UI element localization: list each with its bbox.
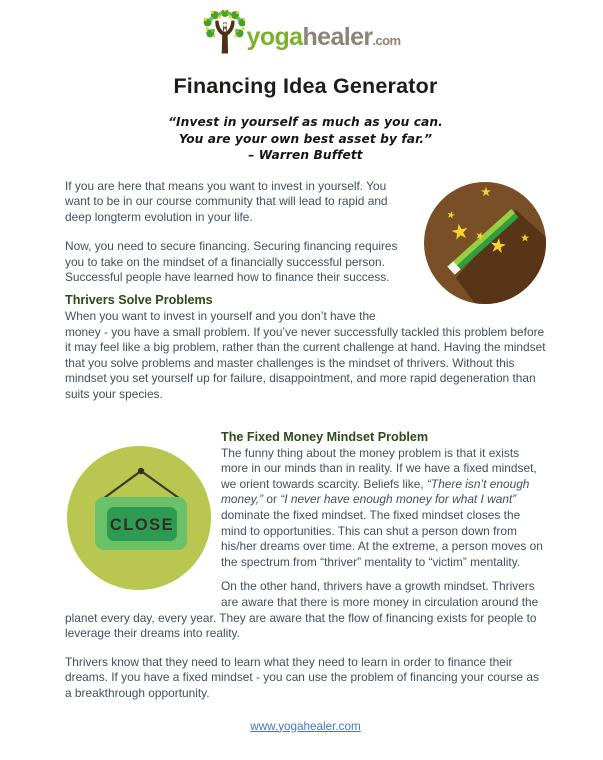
quote-line-1: “Invest in yourself as much as you can. [168, 115, 443, 129]
magic-wand-badge-icon [424, 182, 546, 304]
logo-tld: .com [372, 33, 401, 48]
close-sign-badge-icon [64, 443, 214, 593]
closing-paragraph: Thrivers know that they need to learn what they need to learn in order to finance their dreams. If you have a fixed mindset - you can use the problem of financing your course as a breakthrough opportunity. [65, 654, 539, 700]
intro-section [65, 179, 546, 403]
logo-word-yoga: yoga [246, 23, 303, 51]
fixed-mindset-heading: The Fixed Money Mindset Problem [221, 429, 429, 444]
close-sign-icon [95, 497, 187, 550]
quote-line-2: You are your own best asset by far.” [178, 131, 433, 146]
yogahealer-logo [0, 0, 603, 55]
fixed-mindset-paragraph-1: The funny thing about the money problem is that it exists more in our minds than in reality. If we have a fixed mindset, we orient towards scarcity. Beliefs like, “There isn’t enough money,” or “I never have enough money for what I want” dominate the fixed mindset. The fixed mindset closes the mind to opportunities. This can shut a person down from his/her dreams over time. At the extreme, a person moves on the spectrum from “thriver” mentality to “victim” mentality. [221, 445, 543, 569]
close-sign-label: CLOSE [109, 515, 175, 534]
quote-attribution: – Warren Buffett [248, 148, 363, 162]
yogahealer-link[interactable]: www.yogahealer.com [250, 719, 361, 733]
thrivers-heading: Thrivers Solve Problems [65, 293, 213, 308]
quote-block [65, 114, 546, 164]
intro-paragraph-1: If you are here that means you want to invest in yourself. You want to be in our course community that will lead to rapid and deep longterm evolution in your life. [65, 178, 388, 224]
footer [65, 717, 546, 735]
tree-logo-icon [203, 10, 245, 55]
logo-word-healer: healer [302, 23, 373, 51]
fixed-mindset-paragraph-2: On the other hand, thrivers have a growth mindset. Thrivers are aware that there is more money in circulation around the planet every day, every year. They are aware that the flow of financing exists for people to leverage their dreams into reality. [65, 579, 539, 641]
intro-paragraph-2: Now, you need to secure financing. Securing financing requires you to take on the mindset of a financially successful person. Successful people have learned how to finance their success. [65, 239, 398, 285]
logo-wordmark [247, 25, 401, 55]
page-title: Financing Idea Generator [173, 74, 438, 98]
fixed-mindset-section [65, 417, 546, 642]
thrivers-paragraph: When you want to invest in yourself and you don’t have the money - you have a small problem. If you’ve never successfully tackled this problem before it may feel like a big problem, rather than the current challenge at hand. Having the mindset that you solve problems and master challenges is the mindset of thrivers. Without this mindset you set yourself up for failure, disappointment, and more rapid degeneration than suits your species. [65, 309, 546, 402]
